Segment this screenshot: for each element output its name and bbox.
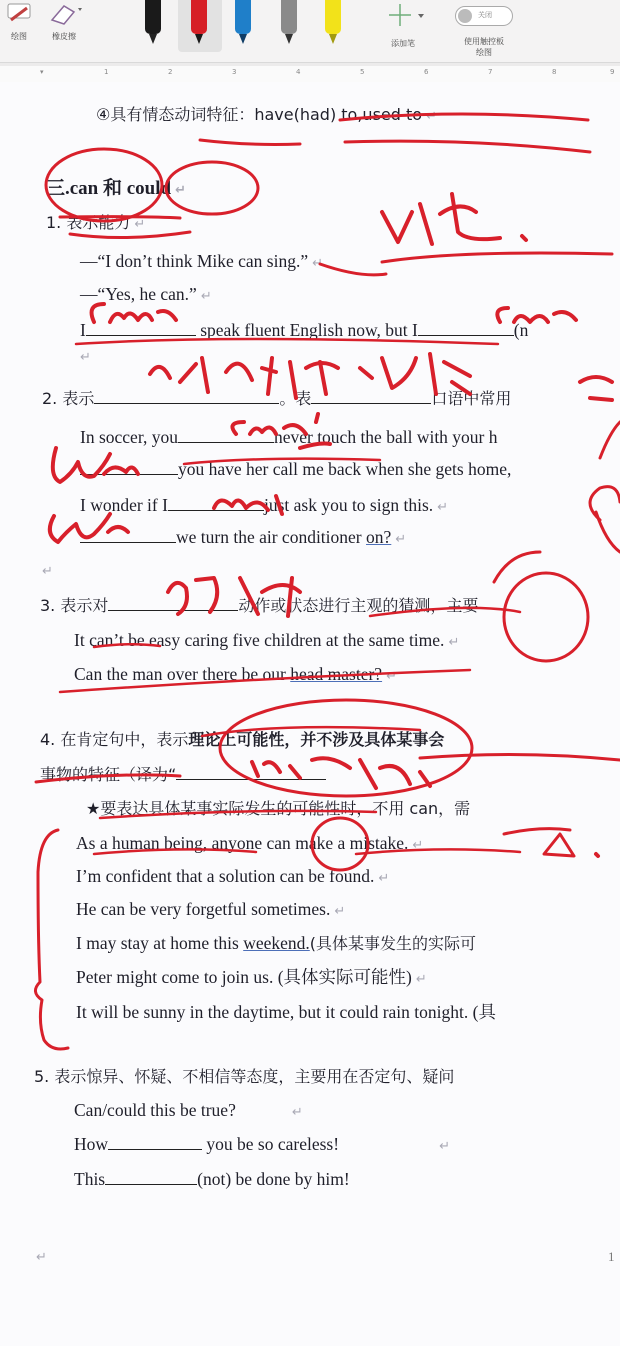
plus-icon bbox=[378, 0, 428, 30]
doc-line-modal-feature: ④具有情态动词特征：have(had) to,used to ↵ bbox=[96, 105, 437, 124]
black-pen[interactable] bbox=[138, 0, 168, 50]
s4-example-d: I may stay at home this weekend.(具体某事发生的实际可 bbox=[76, 933, 477, 953]
ink-underline bbox=[382, 253, 612, 262]
s4-example-c: He can be very forgetful sometimes. ↵ bbox=[76, 899, 346, 919]
s2-example-d: we turn the air conditioner on? ↵ bbox=[80, 526, 406, 551]
s3-example-b: Can the man over there be our head master? ↵ bbox=[74, 664, 397, 684]
s5-example-b: How you be so careless! ↵ bbox=[74, 1134, 450, 1154]
pencil-icon bbox=[2, 0, 36, 30]
s2-title: 2. 表示 。表 口语中常用 bbox=[42, 389, 512, 408]
s1-title: 1. 表示能力 ↵ bbox=[46, 213, 146, 232]
s3-example-a: It can’t be easy caring five children at the same time. ↵ bbox=[74, 630, 460, 650]
empty-paragraph: ↵ bbox=[42, 564, 53, 579]
answer-blank[interactable] bbox=[108, 594, 238, 611]
s2-example-c: I wonder if I just ask you to sign this. ↵ bbox=[80, 495, 449, 515]
s1-example-b: —“Yes, he can.” ↵ bbox=[80, 284, 212, 304]
ink-underline bbox=[504, 829, 570, 834]
s4-note: ★要表达具体某事实际发生的可能性时，不用 can，需 bbox=[86, 799, 471, 818]
blue-pen[interactable] bbox=[228, 0, 258, 50]
s1-example-a: —“I don’t think Mike can sing.” ↵ bbox=[80, 251, 324, 271]
ink-dot bbox=[596, 854, 598, 856]
s2-example-a: In soccer, you never touch the ball with your h bbox=[80, 427, 498, 447]
ruler-indent-marker[interactable]: ▾ bbox=[40, 68, 44, 76]
horizontal-ruler[interactable]: ▾ 1 2 3 4 5 6 7 8 9 bbox=[0, 66, 620, 83]
answer-blank[interactable] bbox=[80, 526, 176, 543]
touchpad-draw-toggle[interactable]: 关闭 bbox=[455, 6, 513, 26]
answer-blank[interactable] bbox=[94, 387, 279, 404]
s4-example-a: As a human being, anyone can make a mistake. ↵ bbox=[76, 833, 424, 853]
ink-underline bbox=[420, 754, 620, 760]
answer-blank[interactable] bbox=[418, 319, 514, 336]
touchpad-draw-label: 使用触控板 绘图 bbox=[464, 37, 504, 57]
s4-subtitle: 事物的特征（译为“ bbox=[40, 763, 326, 786]
red-pen[interactable] bbox=[184, 0, 214, 50]
eraser-icon bbox=[42, 0, 86, 30]
ink-handwriting-时态 bbox=[382, 194, 526, 244]
ink-triangle-symbol bbox=[544, 834, 574, 856]
eraser-tool[interactable]: 橡皮擦 bbox=[42, 0, 86, 46]
pen-toolbar bbox=[0, 0, 620, 63]
ink-mark bbox=[596, 512, 620, 552]
s4-example-e: Peter might come to join us. (具体实际可能性) ↵ bbox=[76, 967, 427, 987]
ink-circle bbox=[590, 487, 620, 520]
toggle-knob bbox=[458, 9, 472, 23]
yellow-pen[interactable] bbox=[318, 0, 348, 50]
ink-handwriting bbox=[580, 377, 612, 400]
s3-title: 3. 表示对 动作或状态进行主观的猜测，主要 bbox=[40, 596, 479, 615]
gray-pen[interactable] bbox=[274, 0, 304, 50]
s4-title: 4. 在肯定句中，表示理论上可能性，并不涉及具体某事会 bbox=[40, 730, 445, 749]
s5-title: 5. 表示惊异、怀疑、不相信等态度，主要用在否定句、疑问 bbox=[34, 1067, 455, 1086]
ink-bracket bbox=[35, 830, 68, 1049]
answer-blank[interactable] bbox=[108, 1133, 202, 1150]
answer-blank[interactable] bbox=[80, 458, 178, 475]
draw-tool[interactable]: 绘图 bbox=[2, 0, 36, 46]
ink-circle bbox=[504, 573, 588, 661]
s4-example-f: It will be sunny in the daytime, but it could rain tonight. (具 bbox=[76, 1002, 496, 1022]
ink-underline bbox=[320, 264, 386, 275]
answer-blank[interactable] bbox=[168, 494, 264, 511]
s2-example-b: you have her call me back when she gets home, bbox=[80, 458, 511, 480]
answer-blank[interactable] bbox=[311, 387, 431, 404]
s5-example-a: Can/could this be true? ↵ bbox=[74, 1100, 303, 1120]
answer-blank[interactable] bbox=[178, 426, 274, 443]
answer-blank[interactable] bbox=[86, 319, 196, 336]
document-page[interactable] bbox=[0, 82, 620, 1346]
add-pen-button[interactable]: 添加笔 bbox=[378, 0, 428, 50]
ink-underline bbox=[200, 140, 300, 145]
ink-mark bbox=[600, 422, 620, 458]
s1-example-c: I speak fluent English now, but I (n bbox=[80, 320, 529, 340]
empty-paragraph: ↵ bbox=[36, 1250, 47, 1265]
section-3-heading: 三.can 和 could ↵ bbox=[46, 178, 187, 199]
empty-paragraph: ↵ bbox=[80, 350, 91, 365]
page-number: 1 bbox=[608, 1249, 615, 1264]
answer-blank[interactable] bbox=[105, 1168, 197, 1185]
s4-example-b: I’m confident that a solution can be found. ↵ bbox=[76, 866, 390, 886]
answer-blank[interactable] bbox=[176, 763, 326, 780]
s5-example-c: This (not) be done by him! bbox=[74, 1169, 350, 1189]
ink-underline bbox=[345, 141, 590, 152]
ink-mark bbox=[494, 552, 540, 582]
